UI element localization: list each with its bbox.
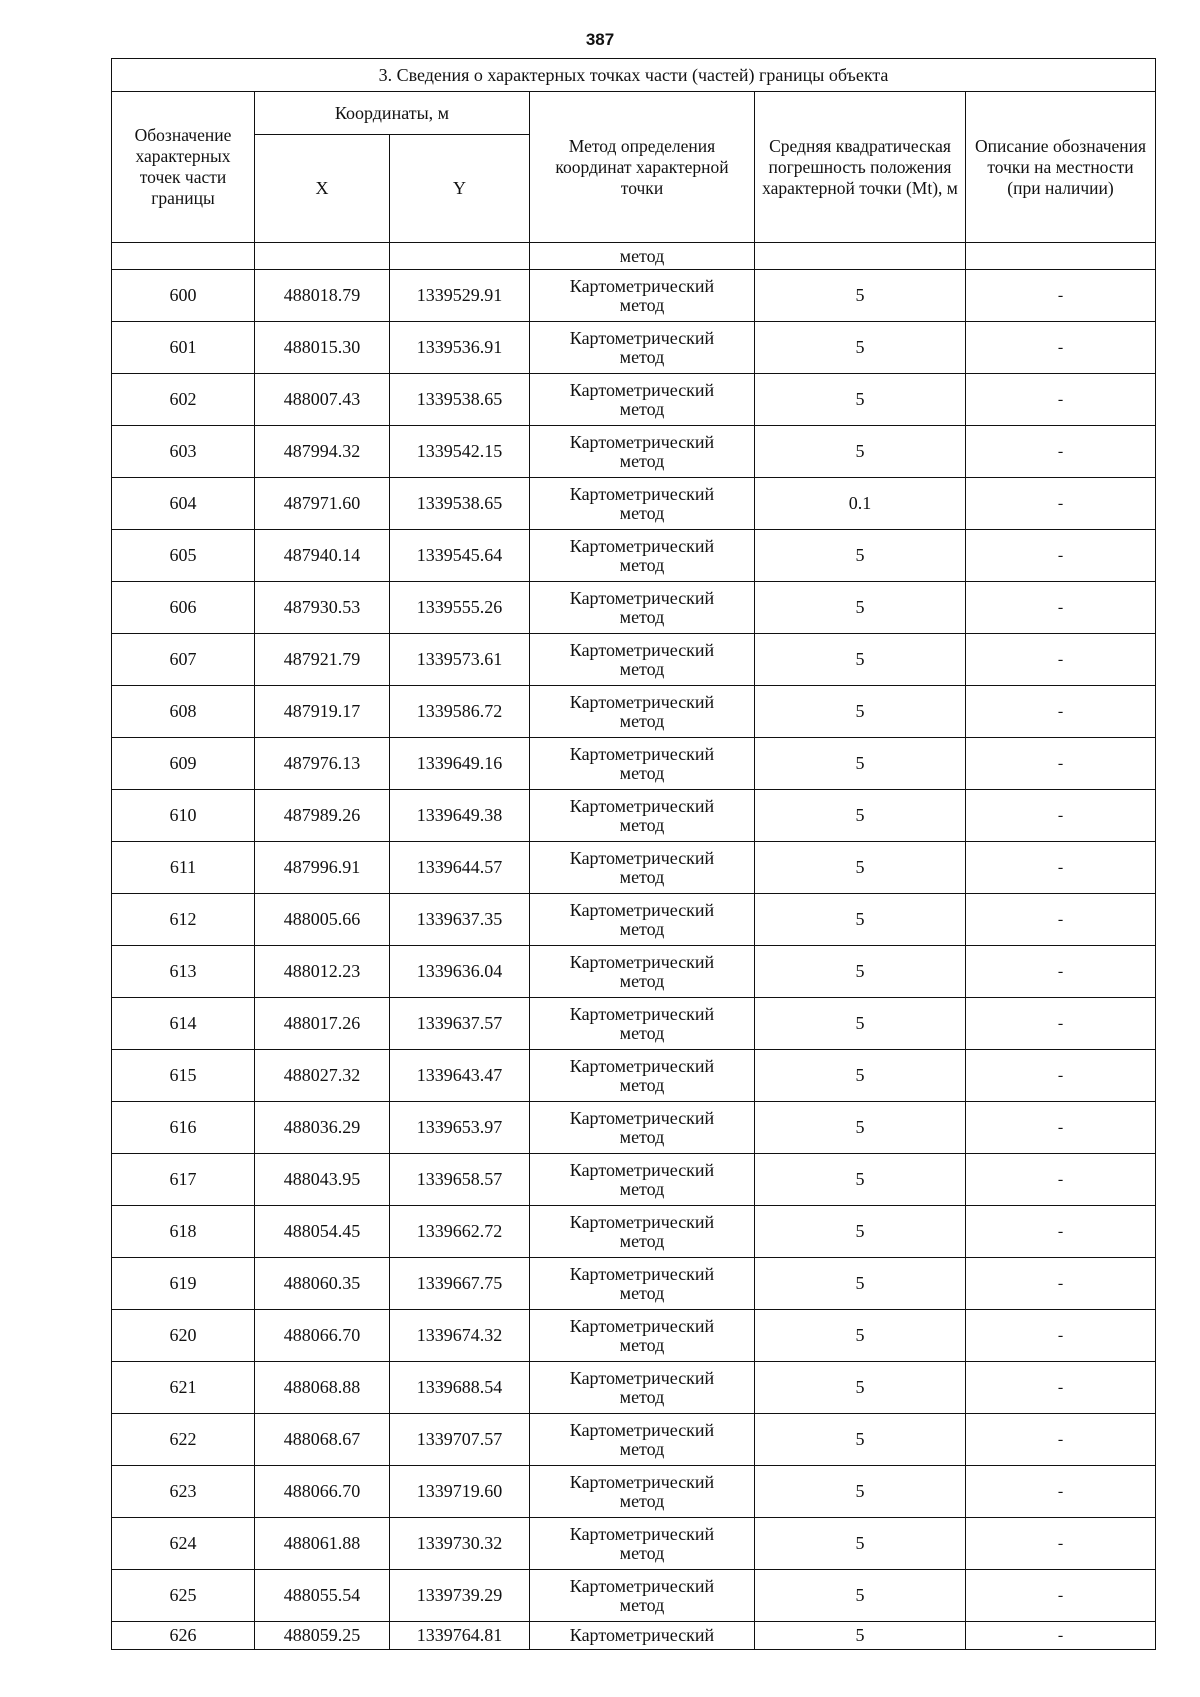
- coord-x: 488017.26: [255, 998, 390, 1050]
- coord-y: 1339653.97: [390, 1102, 530, 1154]
- coord-y: 1339764.81: [390, 1622, 530, 1650]
- coord-y: 1339649.38: [390, 790, 530, 842]
- method-line2: метод: [619, 658, 665, 679]
- table-row: [112, 1206, 1156, 1258]
- point-id: 620: [112, 1310, 255, 1362]
- method-line1: Картометрический: [569, 431, 715, 452]
- coord-x: 488007.43: [255, 374, 390, 426]
- point-id: 626: [112, 1622, 255, 1650]
- method-line2: метод: [619, 1386, 665, 1407]
- error-value: 5: [755, 738, 966, 790]
- point-id: 617: [112, 1154, 255, 1206]
- table-row: [112, 1622, 1156, 1650]
- point-id: 625: [112, 1570, 255, 1622]
- method-cell: Картометрический: [530, 1622, 755, 1650]
- coord-y: 1339555.26: [390, 582, 530, 634]
- coord-y: 1339649.16: [390, 738, 530, 790]
- table-row: [112, 686, 1156, 738]
- header-point: Обозначение характерных точек части границы: [112, 92, 255, 243]
- method-line1: Картометрический: [569, 847, 715, 868]
- header-coords: Координаты, м: [255, 92, 530, 135]
- coord-x: 488012.23: [255, 946, 390, 998]
- error-value: 5: [755, 1258, 966, 1310]
- method-line2: метод: [619, 606, 665, 627]
- method-cell: [530, 1206, 755, 1258]
- error-value: 5: [755, 270, 966, 322]
- method-line2: метод: [619, 1126, 665, 1147]
- coord-x: 487971.60: [255, 478, 390, 530]
- coord-x: 488018.79: [255, 270, 390, 322]
- table-row: [112, 1154, 1156, 1206]
- description-value: -: [966, 738, 1156, 790]
- method-line2: метод: [619, 554, 665, 575]
- point-id: 609: [112, 738, 255, 790]
- method-cell: [530, 1258, 755, 1310]
- point-id: 607: [112, 634, 255, 686]
- description-value: -: [966, 686, 1156, 738]
- coord-x: 488043.95: [255, 1154, 390, 1206]
- coord-y: 1339719.60: [390, 1466, 530, 1518]
- method-cell: [530, 270, 755, 322]
- table-row: [112, 1466, 1156, 1518]
- method-cell: [530, 998, 755, 1050]
- point-id: 613: [112, 946, 255, 998]
- table-row: [112, 530, 1156, 582]
- table-row: [112, 374, 1156, 426]
- header-description: Описание обозначения точки на местности (при наличии): [966, 92, 1156, 243]
- method-line1: Картометрический: [569, 1107, 715, 1128]
- point-id: 623: [112, 1466, 255, 1518]
- error-value: 5: [755, 1466, 966, 1518]
- error-value: 5: [755, 530, 966, 582]
- method-line2: метод: [619, 1074, 665, 1095]
- method-line1: Картометрический: [569, 691, 715, 712]
- description-value: -: [966, 1310, 1156, 1362]
- error-value: 5: [755, 1102, 966, 1154]
- coord-y: 1339637.57: [390, 998, 530, 1050]
- error-value: 5: [755, 1622, 966, 1650]
- coord-x: 488027.32: [255, 1050, 390, 1102]
- table-row: [112, 270, 1156, 322]
- method-line1: Картометрический: [569, 899, 715, 920]
- coord-x: 487989.26: [255, 790, 390, 842]
- coord-x: 487996.91: [255, 842, 390, 894]
- description-value: -: [966, 842, 1156, 894]
- error-value: 5: [755, 1518, 966, 1570]
- method-cell: [530, 1414, 755, 1466]
- point-id: 612: [112, 894, 255, 946]
- boundary-points-table: [111, 58, 1156, 1650]
- coord-y: 1339545.64: [390, 530, 530, 582]
- method-cell: [530, 790, 755, 842]
- description-value: -: [966, 426, 1156, 478]
- coord-x: 488068.88: [255, 1362, 390, 1414]
- method-line2: метод: [619, 1022, 665, 1043]
- table-row: [112, 322, 1156, 374]
- description-value: -: [966, 270, 1156, 322]
- description-value: -: [966, 1570, 1156, 1622]
- table-row: [112, 582, 1156, 634]
- table-row: [112, 1258, 1156, 1310]
- error-value: 5: [755, 1206, 966, 1258]
- method-line1: Картометрический: [569, 1523, 715, 1544]
- method-line2: метод: [619, 866, 665, 887]
- method-line2: метод: [619, 1438, 665, 1459]
- method-line2: метод: [619, 814, 665, 835]
- header-error: Средняя квадратическая погрешность положения характерной точки (Mt), м: [755, 92, 966, 243]
- coord-x: 487976.13: [255, 738, 390, 790]
- method-cell: [530, 686, 755, 738]
- point-id: 600: [112, 270, 255, 322]
- method-cell: [530, 426, 755, 478]
- error-value: 0.1: [755, 478, 966, 530]
- table-row: [112, 842, 1156, 894]
- table-row: [112, 1518, 1156, 1570]
- method-cell: [530, 478, 755, 530]
- coord-x: 488060.35: [255, 1258, 390, 1310]
- method-cell: [530, 738, 755, 790]
- coord-x: 487919.17: [255, 686, 390, 738]
- method-line1: Картометрический: [569, 951, 715, 972]
- table-row: [112, 1362, 1156, 1414]
- description-value: -: [966, 634, 1156, 686]
- method-line1: Картометрический: [569, 795, 715, 816]
- error-value: 5: [755, 1362, 966, 1414]
- coord-y: 1339644.57: [390, 842, 530, 894]
- point-id: 614: [112, 998, 255, 1050]
- method-line1: Картометрический: [569, 1315, 715, 1336]
- coord-y: 1339586.72: [390, 686, 530, 738]
- method-line1: Картометрический: [569, 275, 715, 296]
- description-value: -: [966, 1102, 1156, 1154]
- point-id: 622: [112, 1414, 255, 1466]
- coord-y: 1339636.04: [390, 946, 530, 998]
- page-number: 387: [585, 30, 615, 49]
- method-cell: [530, 634, 755, 686]
- coord-x: 488015.30: [255, 322, 390, 374]
- error-value: 5: [755, 998, 966, 1050]
- error-value: 5: [755, 1050, 966, 1102]
- method-cell: [530, 1102, 755, 1154]
- description-value: -: [966, 582, 1156, 634]
- point-id: 621: [112, 1362, 255, 1414]
- method-cell: [530, 582, 755, 634]
- table-row: [112, 946, 1156, 998]
- coord-y: 1339637.35: [390, 894, 530, 946]
- point-id: 610: [112, 790, 255, 842]
- method-line1: Картометрический: [569, 1003, 715, 1024]
- method-line2: метод: [619, 398, 665, 419]
- description-value: -: [966, 946, 1156, 998]
- method-cell: [530, 1518, 755, 1570]
- coord-x: 487994.32: [255, 426, 390, 478]
- description-value: -: [966, 530, 1156, 582]
- method-line1: Картометрический: [569, 1159, 715, 1180]
- method-line1: Картометрический: [569, 639, 715, 660]
- error-value: 5: [755, 1154, 966, 1206]
- coord-x: 488066.70: [255, 1310, 390, 1362]
- table-row: [112, 1050, 1156, 1102]
- method-line1: Картометрический: [569, 1055, 715, 1076]
- coord-y: 1339643.47: [390, 1050, 530, 1102]
- table-row: [112, 738, 1156, 790]
- method-line2: метод: [619, 710, 665, 731]
- point-id: 604: [112, 478, 255, 530]
- coord-y: 1339529.91: [390, 270, 530, 322]
- coord-x: 487930.53: [255, 582, 390, 634]
- point-id: 603: [112, 426, 255, 478]
- method-cell: [530, 894, 755, 946]
- method-line1: Картометрический: [569, 535, 715, 556]
- coord-y: 1339658.57: [390, 1154, 530, 1206]
- coord-y: 1339688.54: [390, 1362, 530, 1414]
- method-cell: [530, 1310, 755, 1362]
- point-id: 605: [112, 530, 255, 582]
- description-value: -: [966, 790, 1156, 842]
- table-row: [112, 478, 1156, 530]
- method-cell: [530, 946, 755, 998]
- method-line2: метод: [619, 1334, 665, 1355]
- method-line1: Картометрический: [569, 1419, 715, 1440]
- method-line2: метод: [619, 450, 665, 471]
- method-line1: Картометрический: [569, 1367, 715, 1388]
- method-line2: метод: [619, 970, 665, 991]
- method-line1: Картометрический: [569, 1263, 715, 1284]
- error-value: 5: [755, 1310, 966, 1362]
- method-line2: метод: [619, 294, 665, 315]
- point-id: 624: [112, 1518, 255, 1570]
- method-line1: Картометрический: [569, 379, 715, 400]
- coord-y: 1339662.72: [390, 1206, 530, 1258]
- header-x: X: [255, 135, 390, 243]
- method-line1: Картометрический: [569, 743, 715, 764]
- point-id: 618: [112, 1206, 255, 1258]
- coord-x: 488055.54: [255, 1570, 390, 1622]
- description-value: -: [966, 1206, 1156, 1258]
- coord-x: 488059.25: [255, 1622, 390, 1650]
- method-line1: Картометрический: [569, 1575, 715, 1596]
- method-line1: Картометрический: [569, 327, 715, 348]
- error-value: 5: [755, 374, 966, 426]
- coord-y: 1339538.65: [390, 374, 530, 426]
- method-line1: Картометрический: [569, 1471, 715, 1492]
- coord-y: 1339538.65: [390, 478, 530, 530]
- section-title: 3. Сведения о характерных точках части (частей) границы объекта: [112, 59, 1156, 92]
- description-value: -: [966, 1414, 1156, 1466]
- coord-x: 488036.29: [255, 1102, 390, 1154]
- method-line1: Картометрический: [569, 1211, 715, 1232]
- coord-y: 1339739.29: [390, 1570, 530, 1622]
- coord-y: 1339667.75: [390, 1258, 530, 1310]
- coord-y: 1339674.32: [390, 1310, 530, 1362]
- point-id: 602: [112, 374, 255, 426]
- method-line2: метод: [619, 346, 665, 367]
- table-row: [112, 1414, 1156, 1466]
- method-cell: [530, 842, 755, 894]
- table-row: [112, 1102, 1156, 1154]
- error-value: 5: [755, 1570, 966, 1622]
- point-id: 616: [112, 1102, 255, 1154]
- method-cell: [530, 1362, 755, 1414]
- description-value: -: [966, 1518, 1156, 1570]
- description-value: -: [966, 1050, 1156, 1102]
- method-line2: метод: [619, 918, 665, 939]
- coord-y: 1339707.57: [390, 1414, 530, 1466]
- method-line2: метод: [619, 1230, 665, 1251]
- description-value: -: [966, 374, 1156, 426]
- method-cell: [530, 1154, 755, 1206]
- coord-y: 1339542.15: [390, 426, 530, 478]
- description-value: -: [966, 322, 1156, 374]
- error-value: 5: [755, 894, 966, 946]
- description-value: -: [966, 1154, 1156, 1206]
- method-line2: метод: [619, 1282, 665, 1303]
- point-id: 611: [112, 842, 255, 894]
- coord-x: 488005.66: [255, 894, 390, 946]
- point-id: 608: [112, 686, 255, 738]
- error-value: 5: [755, 1414, 966, 1466]
- method-cell: [530, 322, 755, 374]
- description-value: -: [966, 478, 1156, 530]
- method-cell: [530, 1466, 755, 1518]
- point-id: 601: [112, 322, 255, 374]
- method-cell: [530, 530, 755, 582]
- coord-x: 488054.45: [255, 1206, 390, 1258]
- method-line1: Картометрический: [569, 587, 715, 608]
- coord-y: 1339730.32: [390, 1518, 530, 1570]
- header-method: Метод определения координат характерной точки: [530, 92, 755, 243]
- method-line2: метод: [619, 1490, 665, 1511]
- coord-x: 488068.67: [255, 1414, 390, 1466]
- error-value: 5: [755, 790, 966, 842]
- coord-x: 487940.14: [255, 530, 390, 582]
- coord-y: 1339536.91: [390, 322, 530, 374]
- error-value: 5: [755, 322, 966, 374]
- error-value: 5: [755, 426, 966, 478]
- description-value: -: [966, 998, 1156, 1050]
- point-id: 606: [112, 582, 255, 634]
- table-row: [112, 426, 1156, 478]
- table-row: [112, 1570, 1156, 1622]
- error-value: 5: [755, 634, 966, 686]
- coord-y: 1339573.61: [390, 634, 530, 686]
- table-row: [112, 998, 1156, 1050]
- method-line2: метод: [619, 1594, 665, 1615]
- method-line2: метод: [619, 502, 665, 523]
- coord-x: 488061.88: [255, 1518, 390, 1570]
- method-line2: метод: [619, 762, 665, 783]
- point-id: 615: [112, 1050, 255, 1102]
- method-line1: Картометрический: [569, 483, 715, 504]
- table-row: [112, 894, 1156, 946]
- description-value: -: [966, 1258, 1156, 1310]
- table-row: [112, 1310, 1156, 1362]
- method-cell: [530, 1050, 755, 1102]
- method-cell: [530, 1570, 755, 1622]
- method-line2: метод: [619, 1542, 665, 1563]
- method-cell: [530, 374, 755, 426]
- description-value: -: [966, 1622, 1156, 1650]
- table-row: [112, 790, 1156, 842]
- error-value: 5: [755, 946, 966, 998]
- coord-x: 487921.79: [255, 634, 390, 686]
- method-line2: метод: [619, 1178, 665, 1199]
- coord-x: 488066.70: [255, 1466, 390, 1518]
- description-value: -: [966, 1466, 1156, 1518]
- continuation-row: [112, 243, 1156, 270]
- table-row: [112, 634, 1156, 686]
- description-value: -: [966, 894, 1156, 946]
- point-id: 619: [112, 1258, 255, 1310]
- header-y: Y: [390, 135, 530, 243]
- error-value: 5: [755, 686, 966, 738]
- error-value: 5: [755, 842, 966, 894]
- continuation-method: метод: [530, 243, 755, 270]
- description-value: -: [966, 1362, 1156, 1414]
- error-value: 5: [755, 582, 966, 634]
